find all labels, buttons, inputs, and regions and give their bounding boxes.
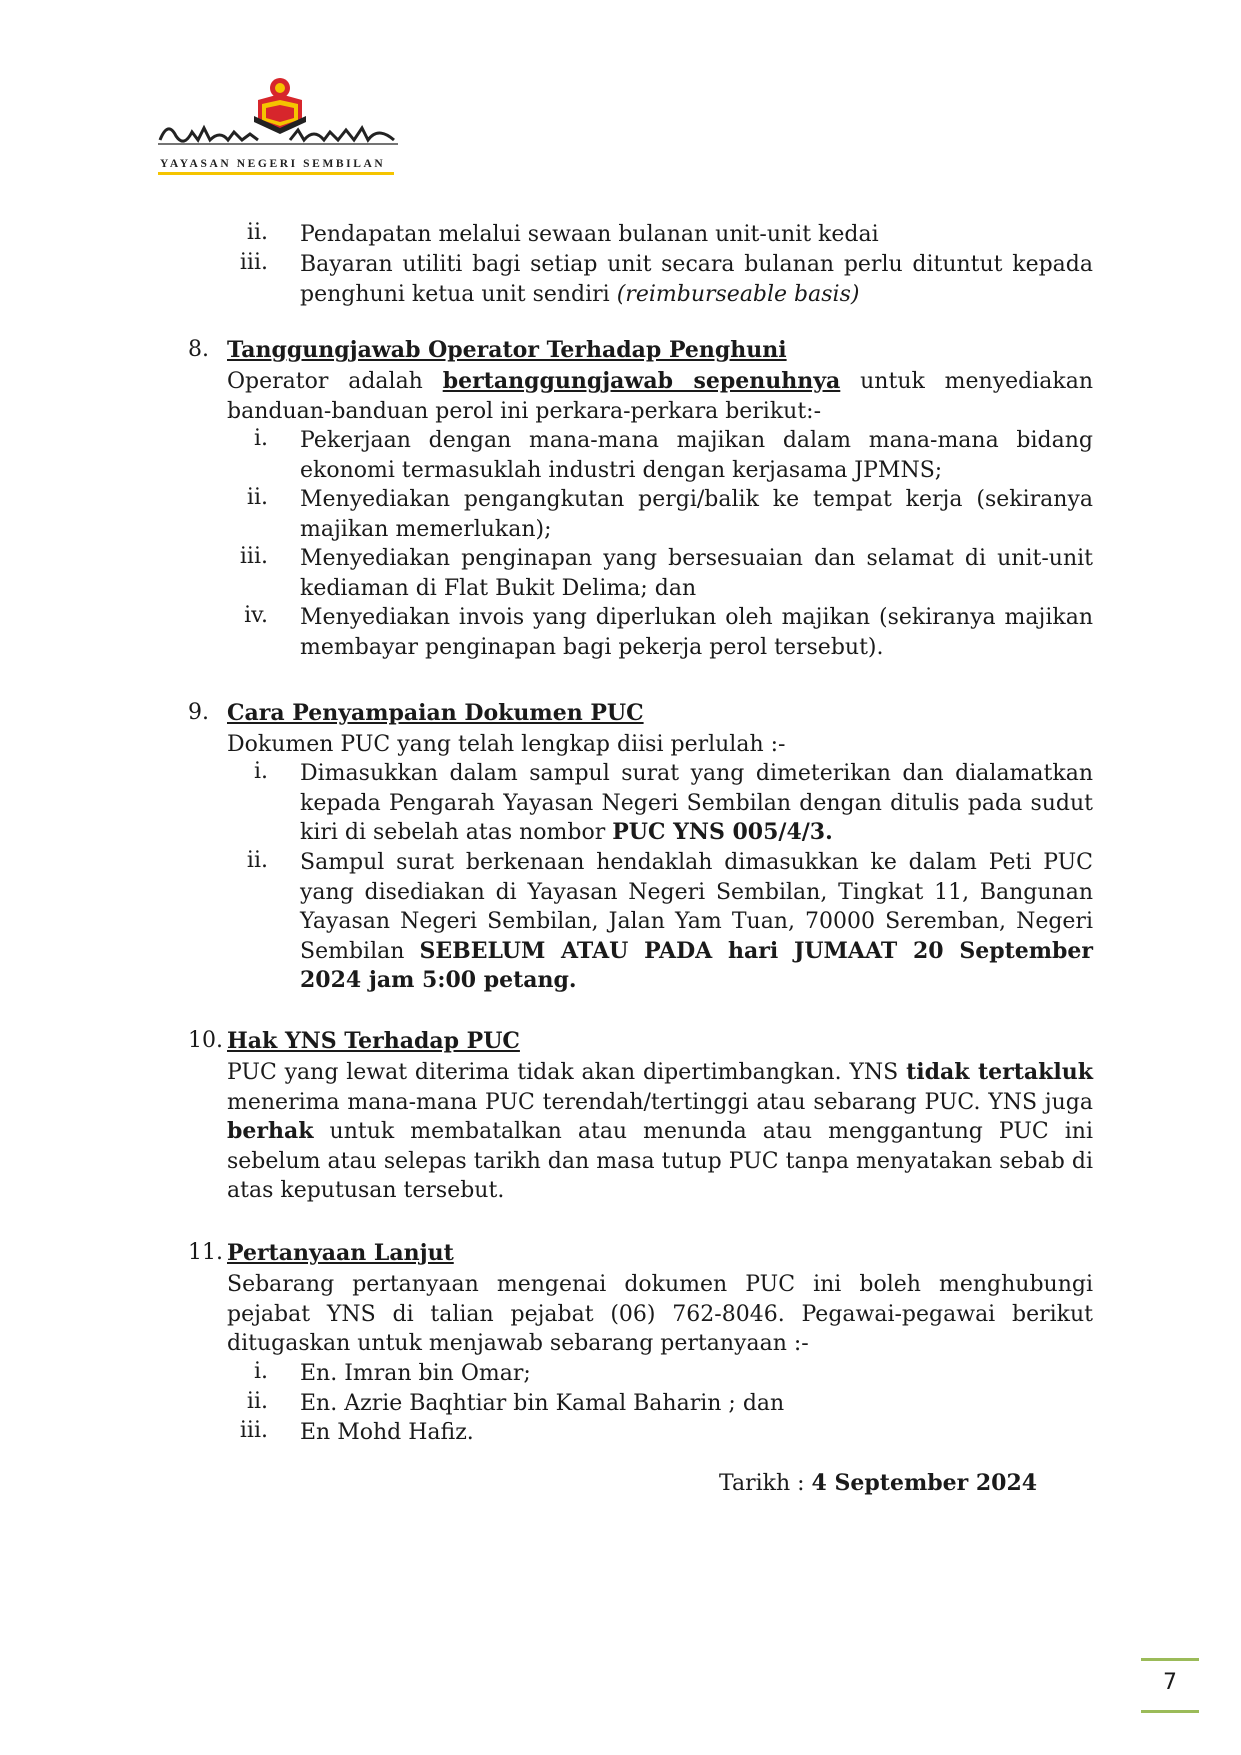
page-number: 7 xyxy=(1163,1670,1177,1695)
list-text: En. Azrie Baqhtiar bin Kamal Baharin ; dan xyxy=(300,1391,785,1416)
list-text: Pendapatan melalui sewaan bulanan unit-unit kedai xyxy=(300,222,879,247)
yns-logo xyxy=(158,70,398,176)
list-number: i. xyxy=(253,759,268,784)
list-text: Menyediakan pengangkutan pergi/balik ke tempat kerja (sekiranya majikan memerlukan); xyxy=(300,487,1093,542)
section-intro: Dokumen PUC yang telah lengkap diisi perlulah :- xyxy=(227,732,786,757)
section-intro: Sebarang pertanyaan mengenai dokumen PUC ini boleh menghubungi pejabat YNS di talian pejabat (06) 762-8046. Pegawai-pegawai berikut ditugaskan untuk menjawab sebarang pertanyaan :- xyxy=(227,1272,1093,1356)
list-text: Menyediakan penginapan yang bersesuaian dan selamat di unit-unit kediaman di Flat Bukit Delima; dan xyxy=(300,546,1093,601)
list-text: Sampul surat berkenaan hendaklah dimasukkan ke dalam Peti PUC yang disediakan di Yayasan Negeri Sembilan, Tingkat 11, Bangunan Yayasan Negeri Sembilan, Jalan Yam Tuan, 70000 Seremban, Negeri Sembilan SEBELUM ATAU PADA hari JUMAAT 20 September 2024 jam 5:00 petang. xyxy=(300,850,1093,993)
list-number: i. xyxy=(253,1359,268,1384)
list-number: ii. xyxy=(246,1389,268,1414)
logo-underline xyxy=(158,172,394,175)
list-number: iii. xyxy=(239,544,268,569)
list-text: Bayaran utiliti bagi setiap unit secara bulanan perlu dituntut kepada penghuni ketua unit sendiri (reimburseable basis) xyxy=(300,252,1093,307)
list-text: Dimasukkan dalam sampul surat yang dimeterikan dan dialamatkan kepada Pengarah Yayasan Negeri Sembilan dengan ditulis pada sudut kiri di sebelah atas nombor PUC YNS 005/4/3. xyxy=(300,761,1093,845)
section-title: Hak YNS Terhadap PUC xyxy=(227,1028,520,1054)
section-number: 9. xyxy=(188,700,209,725)
list-number: ii. xyxy=(246,220,268,245)
section-body: PUC yang lewat diterima tidak akan dipertimbangkan. YNS tidak tertakluk menerima mana-mana PUC terendah/tertinggi atau sebarang PUC. YNS juga berhak untuk membatalkan atau menunda atau menggantung PUC ini sebelum atau selepas tarikh dan masa tutup PUC tanpa menyatakan sebab di atas keputusan tersebut. xyxy=(227,1059,1093,1203)
logo-text: YAYASAN NEGERI SEMBILAN xyxy=(160,158,386,170)
list-text: En Mohd Hafiz. xyxy=(300,1420,474,1445)
list-number: iv. xyxy=(244,603,268,628)
section-title: Cara Penyampaian Dokumen PUC xyxy=(227,700,644,726)
list-number: i. xyxy=(253,426,268,451)
list-text: Pekerjaan dengan mana-mana majikan dalam mana-mana bidang ekonomi termasuklah industri dengan kerjasama JPMNS; xyxy=(300,428,1093,483)
section-number: 8. xyxy=(188,337,209,362)
page-number-top-rule xyxy=(1141,1658,1199,1661)
section-intro: Operator adalah bertanggungjawab sepenuhnya untuk menyediakan banduan-banduan perol ini perkara-perkara berikut:- xyxy=(227,368,1093,424)
date-value: 4 September 2024 xyxy=(811,1470,1038,1496)
section-title: Pertanyaan Lanjut xyxy=(227,1240,454,1266)
list-number: iii. xyxy=(239,250,268,275)
date-label: Tarikh : xyxy=(719,1471,812,1496)
list-text: Menyediakan invois yang diperlukan oleh majikan (sekiranya majikan membayar penginapan bagi pekerja perol tersebut). xyxy=(300,605,1093,660)
section-number: 11. xyxy=(188,1240,223,1265)
list-number: ii. xyxy=(246,848,268,873)
list-text: En. Imran bin Omar; xyxy=(300,1361,531,1386)
yns-emblem-icon xyxy=(158,70,398,158)
list-number: iii. xyxy=(239,1418,268,1443)
section-number: 10. xyxy=(188,1028,223,1053)
date-line xyxy=(719,1470,1037,1496)
section-title: Tanggungjawab Operator Terhadap Penghuni xyxy=(227,337,787,363)
page-number-box xyxy=(1141,1658,1199,1714)
page-number-bottom-rule xyxy=(1141,1710,1199,1713)
list-number: ii. xyxy=(246,485,268,510)
